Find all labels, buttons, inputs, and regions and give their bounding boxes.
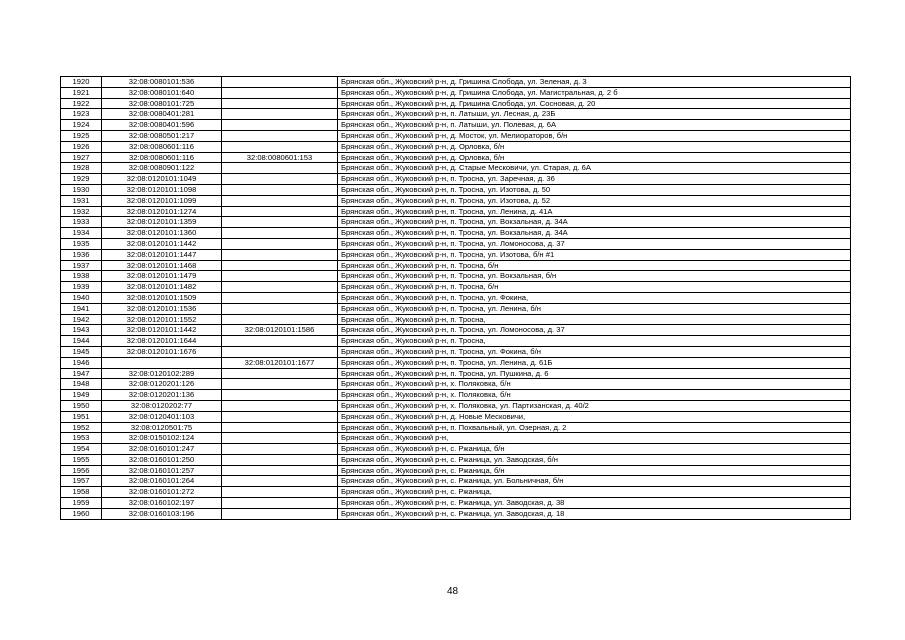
address-cell: Брянская обл., Жуковский р-н, с. Ржаница, б/н [338, 465, 851, 476]
cadastral-number-cell: 32:08:0120101:1482 [102, 282, 222, 293]
cadastral-number-cell: 32:08:0160101:247 [102, 444, 222, 455]
address-cell: Брянская обл., Жуковский р-н, п. Тросна, ул. Ленина, б/н [338, 303, 851, 314]
row-number-cell: 1923 [61, 109, 102, 120]
cadastral-number-cell: 32:08:0080501:217 [102, 130, 222, 141]
cadastral-number-cell: 32:08:0120101:1509 [102, 292, 222, 303]
cadastral-number-cell: 32:08:0080101:725 [102, 98, 222, 109]
row-number-cell: 1932 [61, 206, 102, 217]
address-cell: Брянская обл., Жуковский р-н, п. Тросна, ул. Пушкина, д. 6 [338, 368, 851, 379]
related-cadastral-number-cell [222, 163, 338, 174]
table-row [61, 174, 851, 185]
table-row [61, 120, 851, 131]
related-cadastral-number-cell [222, 314, 338, 325]
table-row [61, 498, 851, 509]
table-row [61, 109, 851, 120]
address-cell: Брянская обл., Жуковский р-н, п. Тросна, б/н [338, 260, 851, 271]
table-row [61, 368, 851, 379]
cadastral-number-cell: 32:08:0120101:1360 [102, 228, 222, 239]
address-cell: Брянская обл., Жуковский р-н, п. Латыши, ул. Лесная, д. 23Б [338, 109, 851, 120]
cadastral-number-cell: 32:08:0160101:250 [102, 454, 222, 465]
related-cadastral-number-cell: 32:08:0120101:1677 [222, 357, 338, 368]
cadastral-number-cell: 32:08:0120101:1676 [102, 346, 222, 357]
row-number-cell: 1941 [61, 303, 102, 314]
related-cadastral-number-cell [222, 174, 338, 185]
related-cadastral-number-cell [222, 465, 338, 476]
table-row [61, 238, 851, 249]
table-row [61, 508, 851, 519]
row-number-cell: 1933 [61, 217, 102, 228]
cadastral-number-cell: 32:08:0120102:289 [102, 368, 222, 379]
cadastral-number-cell: 32:08:0120101:1644 [102, 336, 222, 347]
related-cadastral-number-cell [222, 109, 338, 120]
row-number-cell: 1947 [61, 368, 102, 379]
related-cadastral-number-cell [222, 249, 338, 260]
table-row [61, 325, 851, 336]
table-row [61, 303, 851, 314]
row-number-cell: 1935 [61, 238, 102, 249]
table-row [61, 422, 851, 433]
address-cell: Брянская обл., Жуковский р-н, п. Тросна, ул. Изотова, б/н #1 [338, 249, 851, 260]
row-number-cell: 1926 [61, 141, 102, 152]
address-cell: Брянская обл., Жуковский р-н, д. Гришина Слобода, ул. Магистральная, д. 2 б [338, 87, 851, 98]
table-row [61, 357, 851, 368]
row-number-cell: 1951 [61, 411, 102, 422]
table-row [61, 184, 851, 195]
address-cell: Брянская обл., Жуковский р-н, с. Ржаница, б/н [338, 444, 851, 455]
address-cell: Брянская обл., Жуковский р-н, п. Тросна, ул. Заречная, д. 36 [338, 174, 851, 185]
row-number-cell: 1949 [61, 390, 102, 401]
row-number-cell: 1952 [61, 422, 102, 433]
related-cadastral-number-cell [222, 120, 338, 131]
cadastral-number-cell: 32:08:0080601:116 [102, 141, 222, 152]
address-cell: Брянская обл., Жуковский р-н, п. Латыши, ул. Полевая, д. 6А [338, 120, 851, 131]
row-number-cell: 1960 [61, 508, 102, 519]
address-cell: Брянская обл., Жуковский р-н, п. Тросна, ул. Ломоносова, д. 37 [338, 238, 851, 249]
related-cadastral-number-cell [222, 508, 338, 519]
row-number-cell: 1934 [61, 228, 102, 239]
address-cell: Брянская обл., Жуковский р-н, д. Гришина Слобода, ул. Сосновая, д. 20 [338, 98, 851, 109]
row-number-cell: 1944 [61, 336, 102, 347]
cadastral-number-cell: 32:08:0160102:197 [102, 498, 222, 509]
related-cadastral-number-cell [222, 217, 338, 228]
address-cell: Брянская обл., Жуковский р-н, п. Тросна, ул. Вокзальная, д. 34А [338, 228, 851, 239]
table-row [61, 228, 851, 239]
table-row [61, 77, 851, 88]
row-number-cell: 1940 [61, 292, 102, 303]
table-row [61, 465, 851, 476]
related-cadastral-number-cell [222, 368, 338, 379]
table-row [61, 130, 851, 141]
cadastral-number-cell: 32:08:0120101:1274 [102, 206, 222, 217]
related-cadastral-number-cell [222, 292, 338, 303]
row-number-cell: 1937 [61, 260, 102, 271]
cadastral-number-cell: 32:08:0160103:196 [102, 508, 222, 519]
cadastral-number-cell: 32:08:0120101:1479 [102, 271, 222, 282]
row-number-cell: 1955 [61, 454, 102, 465]
row-number-cell: 1929 [61, 174, 102, 185]
row-number-cell: 1946 [61, 357, 102, 368]
row-number-cell: 1939 [61, 282, 102, 293]
row-number-cell: 1948 [61, 379, 102, 390]
related-cadastral-number-cell: 32:08:0080601:153 [222, 152, 338, 163]
cadastral-number-cell: 32:08:0120101:1536 [102, 303, 222, 314]
address-cell: Брянская обл., Жуковский р-н, п. Тросна, ул. Вокзальная, д. 34А [338, 217, 851, 228]
page-number: 48 [446, 586, 459, 597]
cadastral-number-cell: 32:08:0120101:1552 [102, 314, 222, 325]
table-row [61, 411, 851, 422]
address-cell: Брянская обл., Жуковский р-н, п. Тросна, ул. Ленина, д. 61Б [338, 357, 851, 368]
address-cell: Брянская обл., Жуковский р-н, с. Ржаница, ул. Заводская, д. 38 [338, 498, 851, 509]
cadastral-number-cell: 32:08:0120101:1359 [102, 217, 222, 228]
table-row [61, 400, 851, 411]
table-row [61, 217, 851, 228]
table-row [61, 336, 851, 347]
related-cadastral-number-cell [222, 77, 338, 88]
related-cadastral-number-cell [222, 411, 338, 422]
related-cadastral-number-cell [222, 271, 338, 282]
row-number-cell: 1927 [61, 152, 102, 163]
row-number-cell: 1956 [61, 465, 102, 476]
row-number-cell: 1922 [61, 98, 102, 109]
row-number-cell: 1931 [61, 195, 102, 206]
related-cadastral-number-cell [222, 400, 338, 411]
cadastral-number-cell: 32:08:0120401:103 [102, 411, 222, 422]
table-row [61, 292, 851, 303]
related-cadastral-number-cell [222, 433, 338, 444]
related-cadastral-number-cell [222, 303, 338, 314]
row-number-cell: 1925 [61, 130, 102, 141]
cadastral-number-cell: 32:08:0120501:75 [102, 422, 222, 433]
address-cell: Брянская обл., Жуковский р-н, п. Тросна, [338, 314, 851, 325]
address-cell: Брянская обл., Жуковский р-н, с. Ржаница, ул. Заводская, д. 18 [338, 508, 851, 519]
cadastral-number-cell: 32:08:0080601:116 [102, 152, 222, 163]
address-cell: Брянская обл., Жуковский р-н, д. Мосток, ул. Мелиораторов, б/н [338, 130, 851, 141]
row-number-cell: 1943 [61, 325, 102, 336]
address-cell: Брянская обл., Жуковский р-н, п. Тросна, [338, 336, 851, 347]
related-cadastral-number-cell [222, 141, 338, 152]
cadastral-number-cell: 32:08:0120101:1049 [102, 174, 222, 185]
cadastral-number-cell: 32:08:0120101:1442 [102, 325, 222, 336]
cadastral-number-cell: 32:08:0120101:1098 [102, 184, 222, 195]
table-row [61, 152, 851, 163]
address-cell: Брянская обл., Жуковский р-н, д. Гришина Слобода, ул. Зеленая, д. 3 [338, 77, 851, 88]
table-row [61, 314, 851, 325]
address-cell: Брянская обл., Жуковский р-н, п. Похвальный, ул. Озерная, д. 2 [338, 422, 851, 433]
table-row [61, 195, 851, 206]
address-cell: Брянская обл., Жуковский р-н, с. Ржаница, [338, 487, 851, 498]
address-cell: Брянская обл., Жуковский р-н, п. Тросна, ул. Фокина, б/н [338, 346, 851, 357]
cadastral-number-cell [102, 357, 222, 368]
related-cadastral-number-cell [222, 228, 338, 239]
address-cell: Брянская обл., Жуковский р-н, д. Орловка, б/н [338, 141, 851, 152]
related-cadastral-number-cell [222, 422, 338, 433]
related-cadastral-number-cell [222, 206, 338, 217]
address-cell: Брянская обл., Жуковский р-н, д. Старые Месковичи, ул. Старая, д. 6А [338, 163, 851, 174]
table-row [61, 444, 851, 455]
table-row [61, 249, 851, 260]
address-cell: Брянская обл., Жуковский р-н, п. Тросна, ул. Ленина, д. 41А [338, 206, 851, 217]
address-cell: Брянская обл., Жуковский р-н, х. Поляковка, б/н [338, 390, 851, 401]
address-cell: Брянская обл., Жуковский р-н, п. Тросна, ул. Фокина, [338, 292, 851, 303]
table-row [61, 454, 851, 465]
related-cadastral-number-cell [222, 184, 338, 195]
row-number-cell: 1958 [61, 487, 102, 498]
cadastral-number-cell: 32:08:0080901:122 [102, 163, 222, 174]
row-number-cell: 1953 [61, 433, 102, 444]
cadastral-number-cell: 32:08:0150102:124 [102, 433, 222, 444]
related-cadastral-number-cell [222, 444, 338, 455]
address-cell: Брянская обл., Жуковский р-н, д. Орловка, б/н [338, 152, 851, 163]
row-number-cell: 1930 [61, 184, 102, 195]
row-number-cell: 1938 [61, 271, 102, 282]
cadastral-number-cell: 32:08:0160101:257 [102, 465, 222, 476]
cadastral-number-cell: 32:08:0120201:136 [102, 390, 222, 401]
cadastral-number-cell: 32:08:0080101:640 [102, 87, 222, 98]
related-cadastral-number-cell [222, 498, 338, 509]
related-cadastral-number-cell [222, 282, 338, 293]
related-cadastral-number-cell [222, 87, 338, 98]
table-row [61, 390, 851, 401]
row-number-cell: 1920 [61, 77, 102, 88]
address-cell: Брянская обл., Жуковский р-н, п. Тросна, ул. Ломоносова, д. 37 [338, 325, 851, 336]
address-cell: Брянская обл., Жуковский р-н, п. Тросна, ул. Изотова, д. 50 [338, 184, 851, 195]
table-row [61, 98, 851, 109]
row-number-cell: 1936 [61, 249, 102, 260]
cadastral-number-cell: 32:08:0160101:272 [102, 487, 222, 498]
related-cadastral-number-cell [222, 195, 338, 206]
property-table [60, 76, 851, 520]
cadastral-number-cell: 32:08:0120201:126 [102, 379, 222, 390]
row-number-cell: 1954 [61, 444, 102, 455]
cadastral-number-cell: 32:08:0160101:264 [102, 476, 222, 487]
row-number-cell: 1924 [61, 120, 102, 131]
related-cadastral-number-cell [222, 346, 338, 357]
row-number-cell: 1945 [61, 346, 102, 357]
related-cadastral-number-cell [222, 238, 338, 249]
related-cadastral-number-cell [222, 390, 338, 401]
row-number-cell: 1959 [61, 498, 102, 509]
row-number-cell: 1957 [61, 476, 102, 487]
address-cell: Брянская обл., Жуковский р-н, х. Поляковка, ул. Партизанская, д. 40/2 [338, 400, 851, 411]
address-cell: Брянская обл., Жуковский р-н, с. Ржаница, ул. Заводская, б/н [338, 454, 851, 465]
related-cadastral-number-cell [222, 260, 338, 271]
cadastral-number-cell: 32:08:0120101:1099 [102, 195, 222, 206]
row-number-cell: 1928 [61, 163, 102, 174]
table-row [61, 87, 851, 98]
row-number-cell: 1921 [61, 87, 102, 98]
table-row [61, 346, 851, 357]
address-cell: Брянская обл., Жуковский р-н, х. Поляковка, б/н [338, 379, 851, 390]
cadastral-number-cell: 32:08:0120202:77 [102, 400, 222, 411]
address-cell: Брянская обл., Жуковский р-н, д. Новые Месковичи, [338, 411, 851, 422]
table-row [61, 271, 851, 282]
cadastral-number-cell: 32:08:0080401:281 [102, 109, 222, 120]
table-row [61, 141, 851, 152]
related-cadastral-number-cell [222, 487, 338, 498]
cadastral-number-cell: 32:08:0080101:536 [102, 77, 222, 88]
table-row [61, 163, 851, 174]
row-number-cell: 1950 [61, 400, 102, 411]
table-row [61, 476, 851, 487]
table-row [61, 206, 851, 217]
cadastral-number-cell: 32:08:0120101:1447 [102, 249, 222, 260]
address-cell: Брянская обл., Жуковский р-н, [338, 433, 851, 444]
table-row [61, 433, 851, 444]
cadastral-number-cell: 32:08:0120101:1468 [102, 260, 222, 271]
address-cell: Брянская обл., Жуковский р-н, с. Ржаница, ул. Больничная, б/н [338, 476, 851, 487]
table-row [61, 379, 851, 390]
row-number-cell: 1942 [61, 314, 102, 325]
table-row [61, 487, 851, 498]
cadastral-number-cell: 32:08:0080401:596 [102, 120, 222, 131]
related-cadastral-number-cell [222, 98, 338, 109]
address-cell: Брянская обл., Жуковский р-н, п. Тросна, ул. Изотова, д. 52 [338, 195, 851, 206]
related-cadastral-number-cell [222, 336, 338, 347]
address-cell: Брянская обл., Жуковский р-н, п. Тросна, б/н [338, 282, 851, 293]
related-cadastral-number-cell [222, 130, 338, 141]
cadastral-number-cell: 32:08:0120101:1442 [102, 238, 222, 249]
table-row [61, 260, 851, 271]
related-cadastral-number-cell: 32:08:0120101:1586 [222, 325, 338, 336]
related-cadastral-number-cell [222, 379, 338, 390]
address-cell: Брянская обл., Жуковский р-н, п. Тросна, ул. Вокзальная, б/н [338, 271, 851, 282]
related-cadastral-number-cell [222, 454, 338, 465]
related-cadastral-number-cell [222, 476, 338, 487]
table-row [61, 282, 851, 293]
property-table-body [61, 77, 851, 520]
